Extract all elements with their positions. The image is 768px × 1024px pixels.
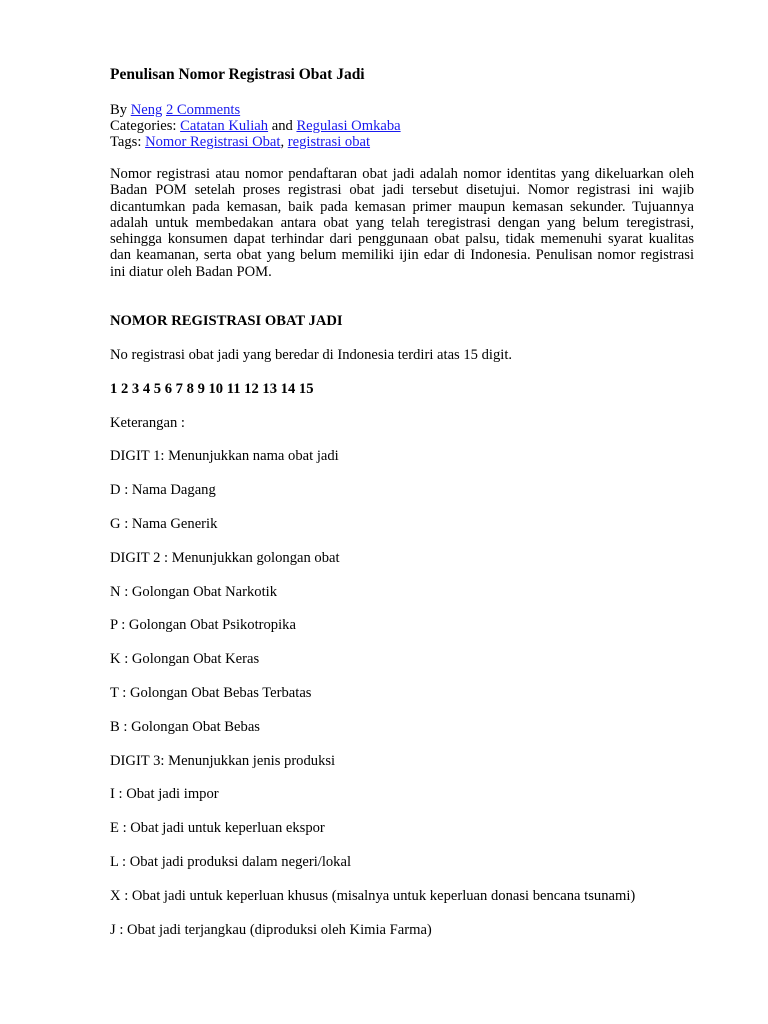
categories-and: and — [268, 118, 297, 134]
content-line: Keterangan : — [110, 414, 185, 431]
document-page — [110, 64, 694, 939]
content-line: T : Golongan Obat Bebas Terbatas — [110, 685, 312, 702]
section-heading: NOMOR REGISTRASI OBAT JADI — [110, 313, 343, 330]
category-link-catatan-kuliah[interactable]: Catatan Kuliah — [180, 118, 269, 134]
post-meta — [110, 102, 694, 150]
content-line: No registrasi obat jadi yang beredar di Indonesia terdiri atas 15 digit. — [110, 347, 513, 364]
tags-prefix: Tags: — [110, 134, 146, 150]
content-line: J : Obat jadi terjangkau (diproduksi oleh Kimia Farma) — [110, 921, 432, 938]
tag-link-nomor-registrasi-obat[interactable]: Nomor Registrasi Obat — [145, 134, 281, 150]
by-prefix: By — [110, 102, 131, 118]
content-line: B : Golongan Obat Bebas — [110, 718, 260, 735]
comments-link[interactable]: 2 Comments — [165, 102, 241, 118]
content-line: X : Obat jadi untuk keperluan khusus (misalnya untuk keperluan donasi bencana tsunami) — [110, 887, 636, 904]
tags-line — [110, 134, 694, 150]
tags-separator: , — [280, 134, 288, 150]
tag-link-registrasi-obat[interactable]: registrasi obat — [287, 134, 371, 150]
content-line: L : Obat jadi produksi dalam negeri/lokal — [110, 854, 352, 871]
content-line: K : Golongan Obat Keras — [110, 651, 260, 668]
content-line: E : Obat jadi untuk keperluan ekspor — [110, 820, 325, 837]
content-lines — [110, 346, 694, 939]
content-line: D : Nama Dagang — [110, 482, 216, 499]
content-line: G : Nama Generik — [110, 516, 218, 533]
categories-line — [110, 118, 694, 134]
intro-paragraph: Nomor registrasi atau nomor pendaftaran obat jadi adalah nomor identitas yang dikeluarkan oleh Badan POM setelah proses registrasi obat jadi tersebut disetujui. Nomor registrasi ini wajib dicantumkan pada kemasan, baik pada kemasan primer maupun kemasan sekunder. Tujuannya adalah untuk membedakan antara obat yang telah teregistrasi dengan yang belum teregistrasi, sehingga konsumen dapat terhindar dari penggunaan obat palsu, tidak memenuhi syarat kualitas dan keamanan, serta obat yang belum memiliki ijin edar di Indonesia. Penulisan nomor registrasi ini diatur oleh Badan POM. — [110, 166, 694, 280]
categories-prefix: Categories: — [110, 118, 181, 134]
author-link[interactable]: Neng — [130, 102, 163, 118]
content-line: DIGIT 3: Menunjukkan jenis produksi — [110, 752, 336, 769]
content-line: I : Obat jadi impor — [110, 786, 219, 803]
content-line: P : Golongan Obat Psikotropika — [110, 617, 296, 634]
document-title: Penulisan Nomor Registrasi Obat Jadi — [110, 66, 365, 83]
content-line: DIGIT 1: Menunjukkan nama obat jadi — [110, 448, 339, 465]
content-line: 1 2 3 4 5 6 7 8 9 10 11 12 13 14 15 — [110, 380, 314, 397]
category-link-regulasi-omkaba[interactable]: Regulasi Omkaba — [296, 118, 401, 134]
content-line: N : Golongan Obat Narkotik — [110, 583, 277, 600]
author-line — [110, 102, 694, 118]
content-line: DIGIT 2 : Menunjukkan golongan obat — [110, 549, 340, 566]
